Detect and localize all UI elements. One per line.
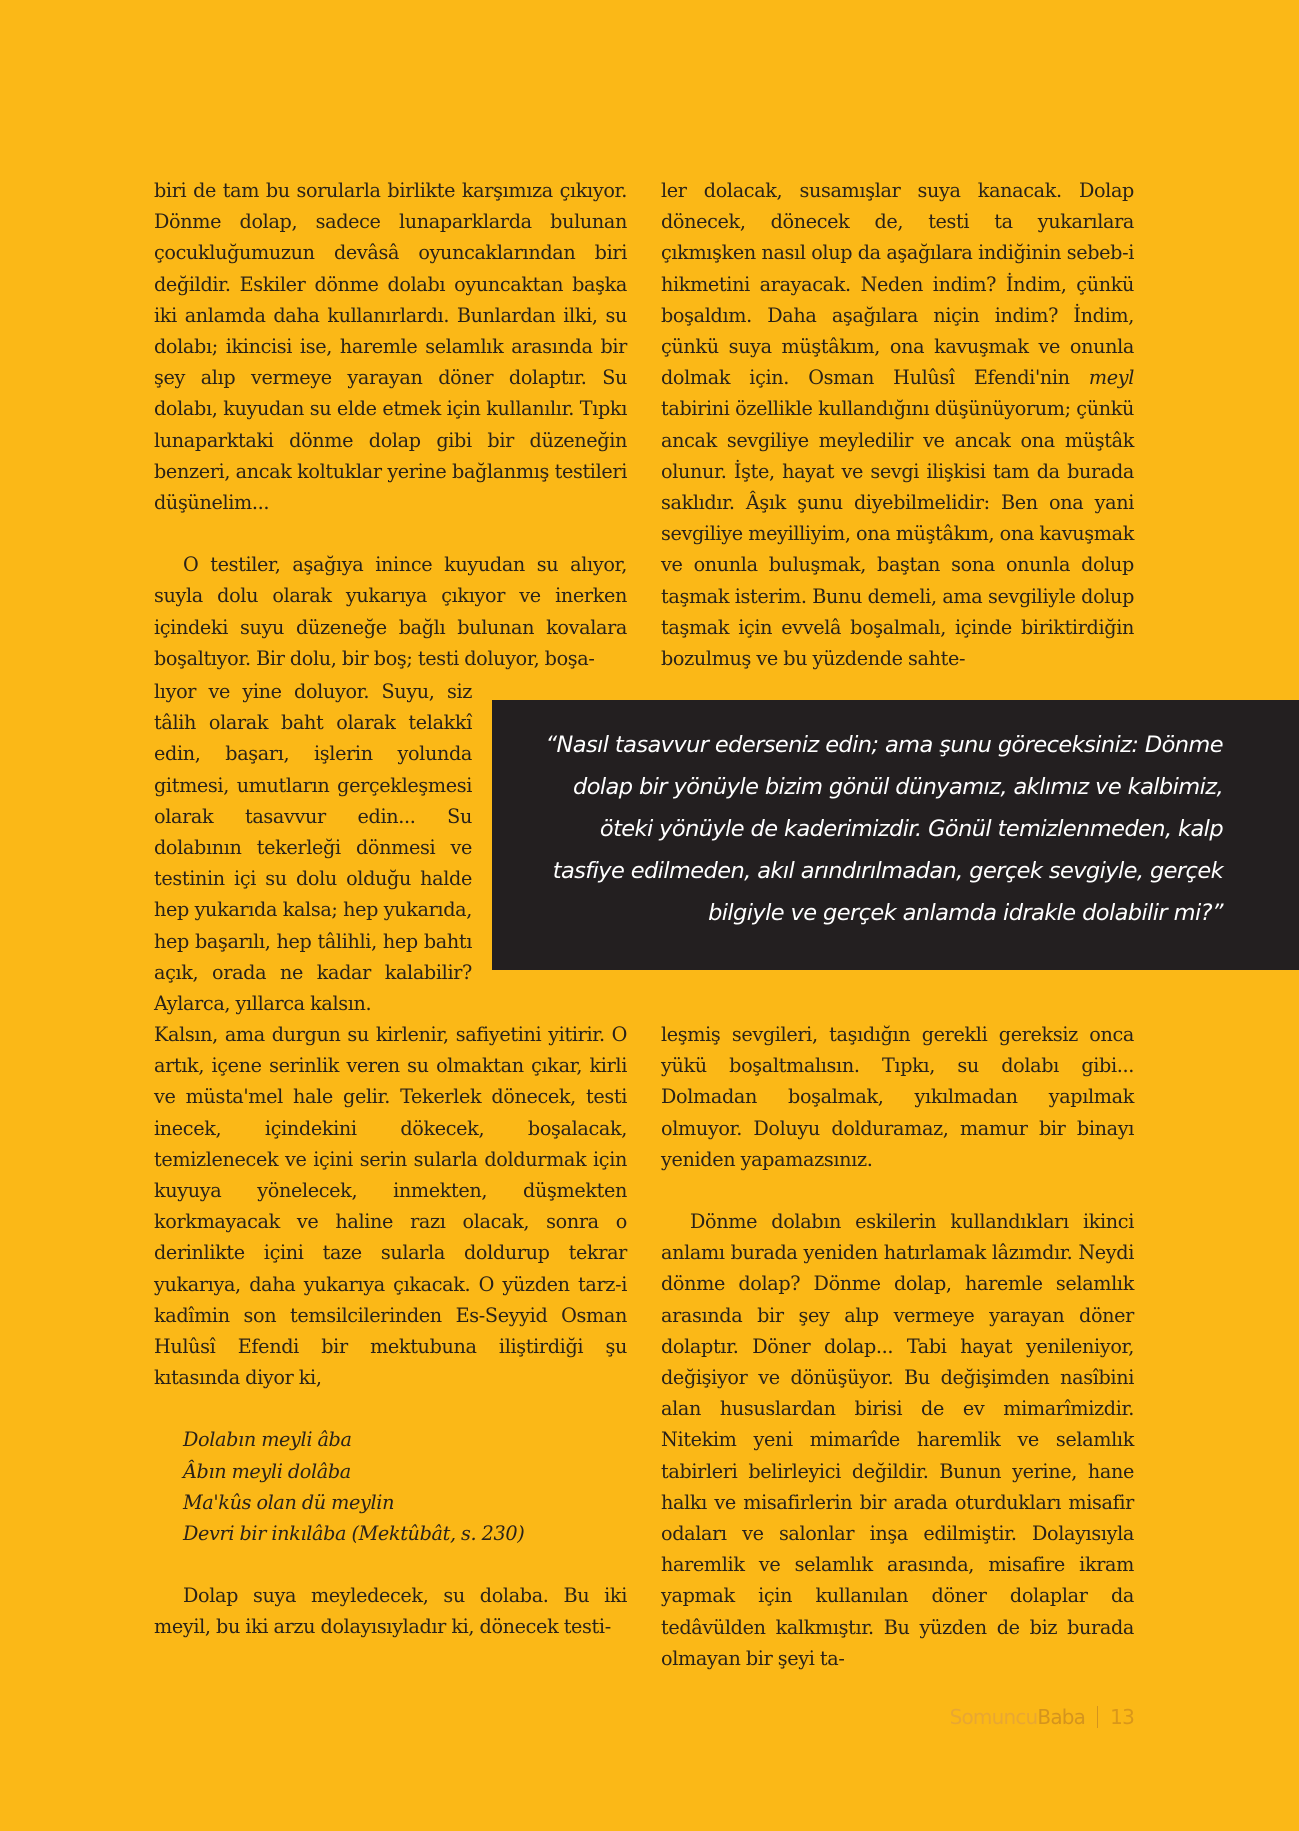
text-run: tabirini özellikle kullandığını düşünüyorum; çünkü ancak sevgiliye meyledilir ve ancak ona müştâk olunur. İşte, hayat ve sevgi ilişkisi tam da burada saklıdır. Âşık şunu diyebilmelidir: Ben ona yani sevgiliye meyilliyim, ona müştâkım, ona kavuşmak ve onunla buluşmak, baştan sona onunla dolup taşmak isterim. Bunu demeli, ama sevgiliyle dolup taşmak için evvelâ boşalmalı, içinde biriktirdiğin bozulmuş ve bu yüzdende sahte- <box>661 397 1134 671</box>
verse-line: Ma'kûs olan dü meylin <box>183 1490 395 1514</box>
paragraph-continuation <box>661 175 1134 674</box>
pull-quote-line: “Nasıl tasavvur ederseniz edin; ama şunu göreceksiniz: Dönme <box>545 732 1223 758</box>
logo-part: Somuncu <box>949 1705 1038 1729</box>
magazine-logo <box>950 1705 1086 1729</box>
paragraph: biri de tam bu sorularla birlikte karşımıza çıkıyor. Dönme dolap, sadece lunaparklarda bulunan çocukluğumuzun devâsâ oyuncaklarından biri değildir. Eskiler dönme dolabı oyuncaktan başka iki anlamda daha kullanırlardı. Bunlardan ilki, su dolabı; ikincisi ise, haremle selamlık arasında bir şey alıp vermeye yarayan döner dolaptır. Su dolabı, kuyudan su elde etmek için kullanılır. Tıpkı lunaparktaki dönme dolap gibi bir düzeneğin benzeri, ancak koltuklar yerine bağlanmış testileri düşünelim... <box>154 179 627 515</box>
left-column-top <box>154 175 627 674</box>
verse-line: Âbın meyli dolâba <box>183 1459 351 1483</box>
paragraph: Dolap suya meyledecek, su dolaba. Bu iki meyil, bu iki arzu dolayısıyladır ki, dönecek testi- <box>154 1584 627 1639</box>
verse-quote <box>154 1424 627 1549</box>
right-column-bottom <box>661 1019 1134 1674</box>
emphasis-term: meyl <box>1088 366 1134 390</box>
pull-quote-line: tasfiye edilmeden, akıl arındırılmadan, gerçek sevgiyle, gerçek <box>552 858 1223 884</box>
right-column-top <box>661 175 1134 674</box>
verse-line: Dolabın meyli âba <box>183 1428 352 1452</box>
paragraph-continuation: Kalsın, ama durgun su kirlenir, safiyetini yitirir. O artık, içene serinlik veren su olmaktan çıkar, kirli ve müsta'mel hale gelir. Tekerlek dönecek, testi inecek, içindekini dökecek, boşalacak, temizlenecek ve içini serin sularla doldurmak için kuyuya yönelecek, inmekten, düşmekten korkmayacak ve haline razı olacak, sonra o derinlikte içini taze sularla doldurup tekrar yukarıya, daha yukarıya çıkacak. O yüzden tarz-i kadîmin son temsilcilerinden Es-Seyyid Osman Hulûsî Efendi bir mektubuna iliştirdiği şu kıtasında diyor ki, <box>154 1023 627 1390</box>
paragraph: O testiler, aşağıya inince kuyudan su alıyor, suyla dolu olarak yukarıya çıkıyor ve inerken içindeki suyu düzeneğe bağlı bulunan kovalara boşaltıyor. Bir dolu, bir boş; testi doluyor, boşa- <box>154 553 627 670</box>
paragraph-continuation: lıyor ve yine doluyor. Suyu, siz tâlih olarak baht olarak telakkî edin, başarı, işlerin yolunda gitmesi, umutların gerçekleşmesi olarak tasavvur edin... Su dolabının tekerleği dönmesi ve testinin içi su dolu olduğu halde hep yukarıda kalsa; hep yukarıda, hep başarılı, hep tâlihli, hep bahtı açık, orada ne kadar kalabilir? Aylarca, yıllarca kalsın. <box>154 680 472 1016</box>
pull-quote-line: öteki yönüyle de kaderimizdir. Gönül temizlenmeden, kalp <box>599 816 1223 842</box>
paragraph: Dönme dolabın eskilerin kullandıkları ikinci anlamı burada yeniden hatırlamak lâzımdır. Neydi dönme dolap? Dönme dolap, haremle selamlık arasında bir şey alıp vermeye yarayan döner dolaptır. Döner dolap... Tabi hayat yenileniyor, değişiyor ve dönüşüyor. Bu değişimden nasîbini alan hususlardan birisi de ev mimarîmizdir. Nitekim yeni mimarîde haremlik ve selamlık tabirleri belirleyici değildir. Bunun yerine, hane halkı ve misafirlerin bir arada oturdukları misafir odaları ve salonlar inşa edilmiştir. Dolayısıyla haremlik ve selamlık arasında, misafire ikram yapmak için kullanılan döner dolaplar da tedâvülden kalkmıştır. Bu yüzden de biz burada olmayan bir şeyi ta- <box>661 1210 1134 1670</box>
pull-quote-line: dolap bir yönüyle bizim gönül dünyamız, aklımız ve kalbimiz, <box>573 774 1223 800</box>
left-column-bottom <box>154 1019 627 1643</box>
pull-quote <box>492 700 1299 970</box>
page-number: 13 <box>1110 1705 1134 1729</box>
text-run: ler dolacak, susamışlar suya kanacak. Dolap dönecek, dönecek de, testi ta yukarılara çıkmışken nasıl olup da aşağılara indiğinin sebeb-i hikmetini arayacak. Neden indim? İndim, çünkü boşaldım. Daha aşağılara niçin indim? İndim, çünkü suya müştâkım, ona kavuşmak ve onunla dolmak için. Osman Hulûsî Efendi'nin <box>661 179 1134 390</box>
footer-divider <box>1097 1706 1098 1728</box>
verse-line: Devri bir inkılâba (Mektûbât, s. 230) <box>183 1522 525 1546</box>
pull-quote-line: bilgiyle ve gerçek anlamda idrakle dolabilir mi?” <box>708 900 1223 926</box>
logo-part: Baba <box>1037 1705 1086 1729</box>
paragraph-continuation: leşmiş sevgileri, taşıdığın gerekli gereksiz onca yükü boşaltmalısın. Tıpkı, su dolabı gibi... Dolmadan boşalmak, yıkılmadan yapılmak olmuyor. Doluyu dolduramaz, mamur bir binayı yeniden yapamazsınız. <box>661 1023 1134 1171</box>
left-column-wrap <box>154 676 472 1019</box>
page-footer <box>950 1705 1134 1729</box>
